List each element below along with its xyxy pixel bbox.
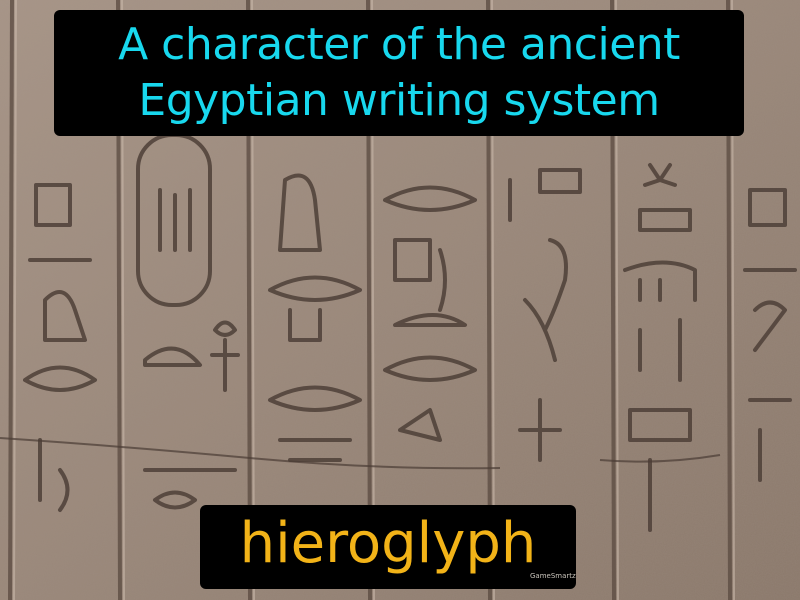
watermark: GameSmartz: [530, 572, 576, 580]
definition-line-1: A character of the ancient: [118, 19, 680, 70]
definition-text: [108, 17, 690, 129]
term-box: [200, 505, 576, 589]
definition-line-2: Egyptian writing system: [138, 75, 660, 126]
definition-box: [54, 10, 744, 136]
term-text: hieroglyph: [239, 511, 537, 576]
